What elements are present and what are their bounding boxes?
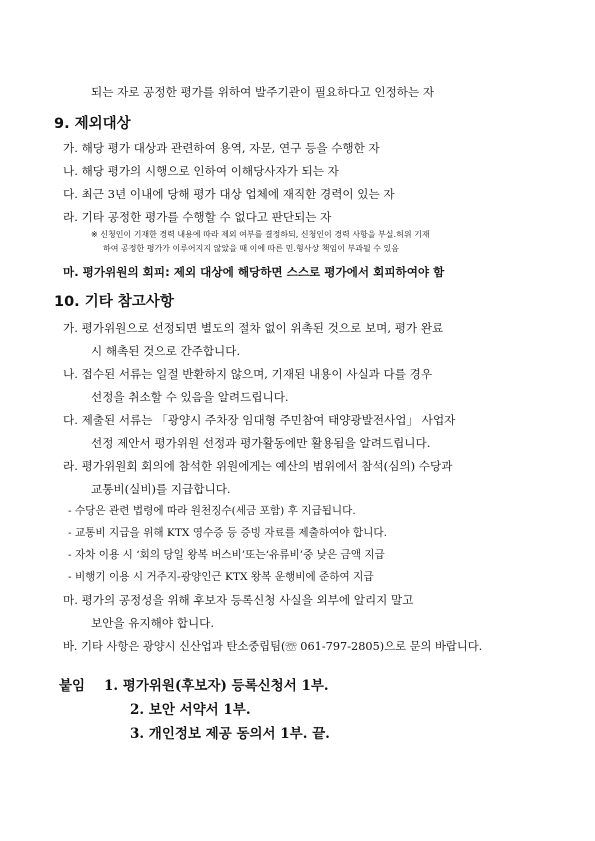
section-10-item-ga-line2: 시 해촉된 것으로 간주합니다. — [91, 344, 241, 358]
section-10-sub-item: - 자차 이용 시 ‘회의 당일 왕복 버스비’또는‘유류비’중 낮은 금액 지급 — [68, 549, 385, 561]
attachment-item: 1. 평가위원(후보자) 등록신청서 1부. — [104, 678, 329, 694]
section-10-title: 10. 기타 참고사항 — [54, 294, 174, 310]
section-10-sub-item: - 교통비 지급을 위해 KTX 영수증 등 증빙 자료를 제출하여야 합니다. — [68, 527, 387, 539]
intro-line: 되는 자로 공정한 평가를 위하여 발주기관이 필요하다고 인정하는 자 — [91, 85, 435, 99]
section-10-item-ga-line1: 가. 평가위원으로 선정되면 별도의 절차 없이 위촉된 것으로 보며, 평가 완료 — [63, 321, 444, 335]
section-10-sub-item: - 비행기 이용 시 거주지-광양인근 KTX 왕복 운행비에 준하여 지급 — [68, 571, 374, 583]
attachment-item: 3. 개인정보 제공 동의서 1부. 끝. — [130, 726, 330, 742]
section-10-sub-item: - 수당은 관련 법령에 따라 원천징수(세금 포함) 후 지급됩니다. — [68, 505, 356, 517]
attachment-label: 붙임 — [59, 678, 86, 694]
section-10-item-ra-line2: 교통비(실비)를 지급합니다. — [91, 482, 231, 496]
section-10-item-ba: 바. 기타 사항은 광양시 신산업과 탄소중립팀(☏ 061-797-2805)으로 문의 바랍니다. — [63, 640, 483, 653]
section-9-item-da: 다. 최근 3년 이내에 당해 평가 대상 업체에 재직한 경력이 있는 자 — [63, 187, 395, 201]
section-9-avoidance: 마. 평가위원의 회피: 제외 대상에 해당하면 스스로 평가에서 회피하여야 함 — [63, 265, 445, 279]
attachment-item: 2. 보안 서약서 1부. — [130, 702, 251, 718]
section-10-item-da-line2: 선정 제안서 평가위원 선정과 평가활동에만 활용됨을 알려드립니다. — [91, 436, 431, 450]
section-10-item-ma-line2: 보안을 유지해야 합니다. — [91, 616, 215, 630]
section-9-note-line2: 하여 공정한 평가가 이루어지지 않았을 때 이에 따른 민․형사상 책임이 부과될 수 있음 — [103, 244, 399, 253]
section-9-title: 9. 제외대상 — [54, 116, 131, 132]
section-10-item-ma-line1: 마. 평가의 공정성을 위해 후보자 등록신청 사실을 외부에 알리지 말고 — [63, 593, 414, 607]
section-9-item-ga: 가. 해당 평가 대상과 관련하여 용역, 자문, 연구 등을 수행한 자 — [63, 141, 380, 155]
section-10-item-ra-line1: 라. 평가위원회 회의에 참석한 위원에게는 예산의 범위에서 참석(심의) 수당과 — [63, 459, 453, 473]
section-10-item-na-line1: 나. 접수된 서류는 일절 반환하지 않으며, 기재된 내용이 사실과 다를 경우 — [63, 367, 433, 381]
section-10-item-da-line1: 다. 제출된 서류는 「광양시 주차장 임대형 주민참여 태양광발전사업」 사업자 — [63, 413, 456, 427]
section-9-item-na: 나. 해당 평가의 시행으로 인하여 이해당사자가 되는 자 — [63, 164, 339, 178]
section-9-note-line1: ※ 신청인이 기재한 경력 내용에 따라 제외 여부를 결정하되, 신청인이 경력 사항을 부실․허위 기재 — [91, 230, 430, 239]
section-10-item-na-line2: 선정을 취소할 수 있음을 알려드립니다. — [91, 390, 289, 404]
section-9-item-ra: 라. 기타 공정한 평가를 수행할 수 없다고 판단되는 자 — [63, 210, 332, 224]
